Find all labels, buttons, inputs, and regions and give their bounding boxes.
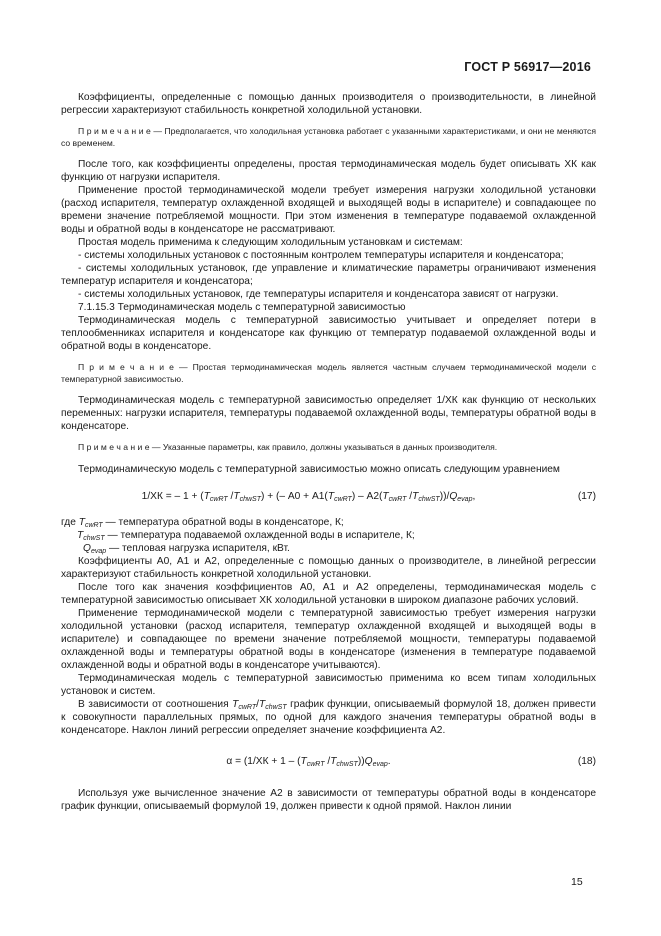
paragraph: В зависимости от соотношения $T_{cwRT}/T_{chwST}$ график функции, описываемый формулой 18, должен привести к совокупности параллельных прямых, по одной для каждого значения температуры обратной воды в конденсаторе. Наклон линий регрессии определяет значение коэффициента А2. xyxy=(61,698,596,736)
note-label: П р и м е ч а н и е xyxy=(78,362,174,372)
document-header: ГОСТ Р 56917—2016 xyxy=(464,60,591,74)
definition: $T_{chwST}$ — температура подаваемой охлажденной воды в испарителе, К; xyxy=(77,529,415,542)
paragraph: Термодинамическая модель с температурной зависимостью учитывает и определяет потери в теплообменниках испарителя и конденсаторе как функцию от температур подаваемой охлажденной воды и обратной воды в конденсаторе. xyxy=(61,315,596,352)
paragraph: Термодинамическая модель с температурной зависимостью определяет 1/ХК как функцию от нескольких переменных: нагрузки испарителя, температуры подаваемой охлажденной воды, температуры обратной воды в конденсаторе. xyxy=(61,395,596,432)
definition: где $T_{cwRT}$ — температура обратной воды в конденсаторе, К; xyxy=(61,516,344,529)
list-item: - системы холодильных установок, где управление и климатические параметры ограничивают изменения температур испарителя и конденсатора; xyxy=(61,263,596,287)
formula-18 xyxy=(61,749,596,773)
formula-17 xyxy=(61,484,596,508)
paragraph: Используя уже вычисленное значение А2 в зависимости от температуры обратной воды в конденсаторе график функции, описываемый формулой 19, должен привести к одной прямой. Наклон линии xyxy=(61,787,596,812)
paragraph: Применение простой термодинамической модели требует измерения нагрузки холодильной установки (расход испарителя, температур охлажденной входящей и выходящей воды в испарителе) и совпадающее по времени значение потребляемой мощности. При этом изменения в температуре подаваемой охлажденной воды и обратной воды в конденсаторе не рассматривают. xyxy=(61,185,596,235)
list-item: - системы холодильных установок с постоянным контролем температуры испарителя и конденсатора; xyxy=(78,250,564,261)
paragraph: Термодинамическая модель с температурной зависимостью применима ко всем типам холодильных установок и систем. xyxy=(61,672,596,697)
paragraph: После того, как коэффициенты определены, простая термодинамическая модель будет описывать ХК как функцию от нагрузки испарителя. xyxy=(61,159,596,183)
note xyxy=(61,126,596,149)
note-text: — Указанные параметры, как правило, должны указываться в данных производителя. xyxy=(149,442,498,452)
note xyxy=(61,442,596,454)
paragraph: Коэффициенты А0, А1 и А2, определенные с помощью данных о производителе, в линейной регрессии характеризуют стабильность конкретной холодильной установки. xyxy=(61,555,596,580)
note-label: П р и м е ч а н и е xyxy=(78,442,150,452)
page-number: 15 xyxy=(571,876,583,888)
formula-number: (18) xyxy=(577,755,596,767)
note xyxy=(61,362,596,385)
list-item: - системы холодильных установок, где температуры испарителя и конденсатора зависят от нагрузки. xyxy=(78,289,559,300)
note-text: — Простая термодинамическая модель является частным случаем термодинамической модели с температурной зависимостью. xyxy=(61,362,596,384)
note-label: П р и м е ч а н и е xyxy=(78,126,151,136)
page-content xyxy=(61,91,596,813)
paragraph: Применение термодинамической модели с температурной зависимостью требует измерения нагрузки холодильной установки (расход испарителя, температур охлажденной входящей и выходящей воды в испарителе) и совпадающее по времени значение потребляемой мощности, температуры подаваемой охлажденной воды и температуры обратной воды в конденсаторе (изменения в температуре подаваемой охлажденной воды и обратной воды в конденсаторе учитываются). xyxy=(61,607,596,671)
note-text: — Предполагается, что холодильная установка работает с указанными характеристиками, и они не меняются со временем. xyxy=(61,126,596,148)
definition: $Q_{evap}$ — тепловая нагрузка испарителя, кВт. xyxy=(83,542,290,555)
paragraph: Термодинамическую модель с температурной зависимостью можно описать следующим уравнением xyxy=(78,463,560,475)
paragraph: Простая модель применима к следующим холодильным установкам и системам: xyxy=(78,237,463,248)
formula-expression: 1/ХК = – $1 + (T_{cwRT}$ $/T_{chwST}$) + (– $А0 + А1(T_{cwRT}) - А2(T_{cwRT}$ $/T_{chwST}))/Q_{evap}$, xyxy=(141,490,476,503)
section-heading: 7.1.15.3 Термодинамическая модель с температурной зависимостью xyxy=(78,302,406,313)
paragraph: Коэффициенты, определенные с помощью данных производителя о производительности, в линейной регрессии характеризуют стабильность конкретной холодильной установки. xyxy=(61,92,596,116)
formula-number: (17) xyxy=(577,490,596,502)
paragraph: После того как значения коэффициентов А0, А1 и А2 определены, термодинамическая модель с температурной зависимостью описывает ХК холодильной установки в широком диапазоне рабочих условий. xyxy=(61,581,596,606)
formula-expression: $\alpha = (1/ХК + 1 - (T_{cwRT}$ $/T_{chwST}))Q_{evap}$. xyxy=(226,755,391,768)
